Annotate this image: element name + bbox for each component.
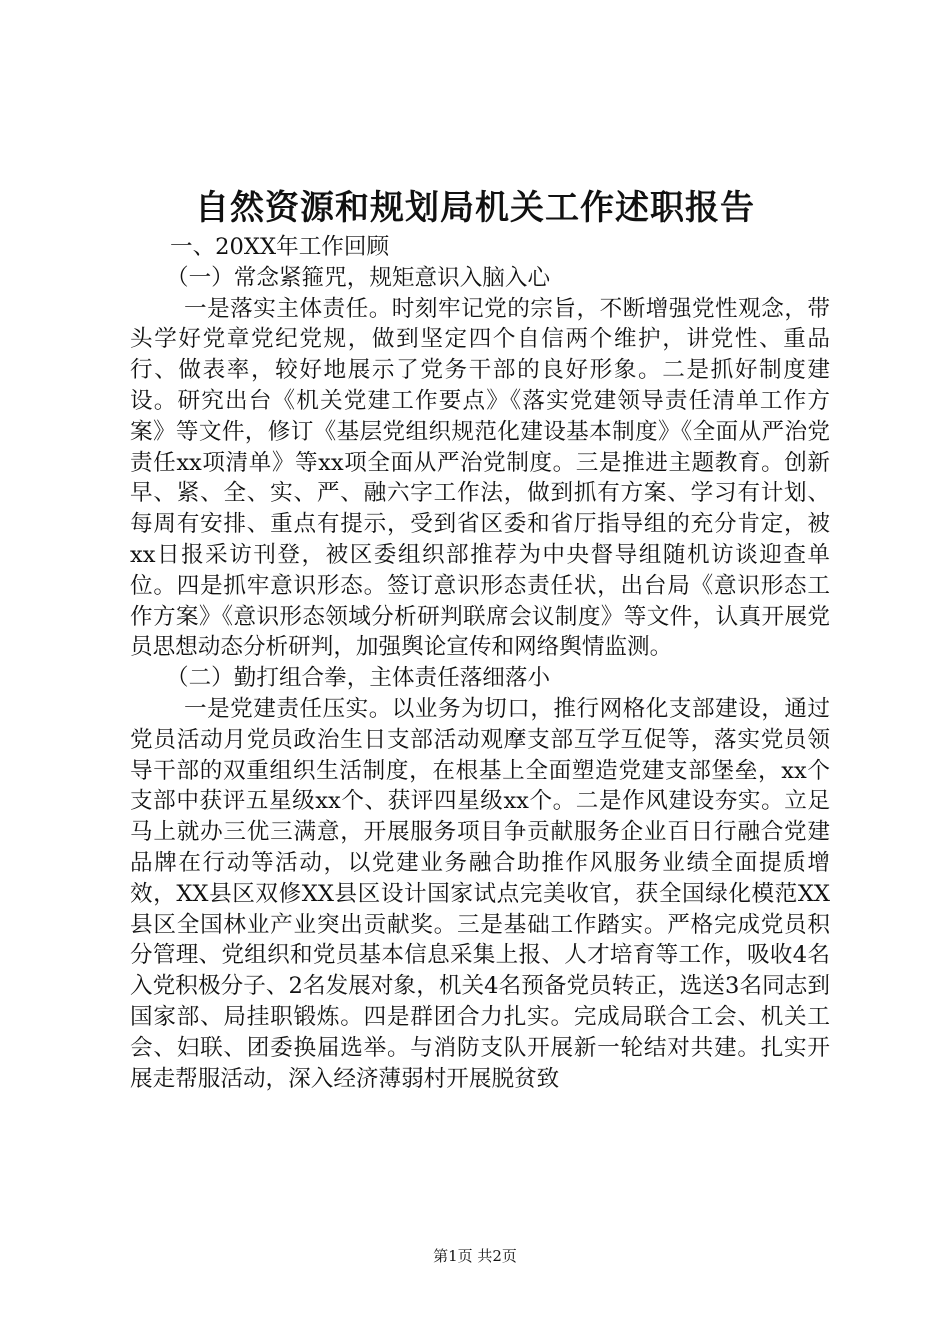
paragraph-2: 一是党建责任压实。以业务为切口，推行网格化支部建设，通过党员活动月党员政治生日支部活动观摩支部互学互促等，落实党员领导干部的双重组织生活制度，在根基上全面塑造党建支部堡垒，xx个支部中获评五星级xx个、获评四星级xx个。二是作风建设夯实。立足马上就办三优三满意，开展服务项目争贡献服务企业百日行融合党建品牌在行动等活动，以党建业务融合助推作风服务业绩全面提质增效，XX县区双修XX县区设计国家试点完美收官，获全国绿化模范XX县区全国林业产业突出贡献奖。三是基础工作踏实。严格完成党员积分管理、党组织和党员基本信息采集上报、人才培育等工作，吸收4名入党积极分子、2名发展对象，机关4名预备党员转正，选送3名同志到国家部、局挂职锻炼。四是群团合力扎实。完成局联合工会、机关工会、妇联、团委换届选举。与消防支队开展新一轮结对共建。扎实开展走帮服活动，深入经济薄弱村开展脱贫致 <box>130 695 830 1092</box>
document-title: 自然资源和规划局机关工作述职报告 <box>195 188 755 228</box>
paragraph-1: 一是落实主体责任。时刻牢记党的宗旨，不断增强党性观念，带头学好党章党纪党规，做到坚定四个自信两个维护，讲党性、重品行、做表率，较好地展示了党务干部的良好形象。二是抓好制度建设。研究出台《机关党建工作要点》《落实党建领导责任清单工作方案》等文件，修订《基层党组织规范化建设基本制度》《全面从严治党责任xx项清单》等xx项全面从严治党制度。三是推进主题教育。创新早、紧、全、实、严、融六字工作法，做到抓有方案、学习有计划、每周有安排、重点有提示，受到省区委和省厅指导组的充分肯定，被xx日报采访刊登，被区委组织部推荐为中央督导组随机访谈迎查单位。四是抓牢意识形态。签订意识形态责任状，出台局《意识形态工作方案》《意识形态领域分析研判联席会议制度》等文件，认真开展党员思想动态分析研判，加强舆论宣传和网络舆情监测。 <box>130 295 830 661</box>
subsection-heading-1: （一）常念紧箍咒，规矩意识入脑入心 <box>166 264 551 291</box>
section-heading: 一、20XX年工作回顾 <box>170 234 390 260</box>
subsection-heading-2: （二）勤打组合拳，主体责任落细落小 <box>166 665 551 692</box>
page-footer: 第1页 共2页 <box>433 1247 517 1265</box>
document-body <box>130 232 830 1094</box>
